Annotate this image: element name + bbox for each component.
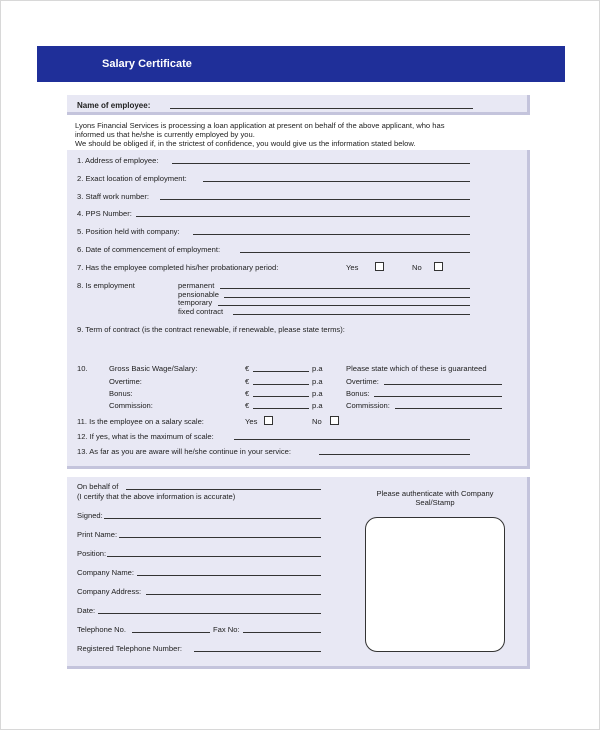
q13-field[interactable] bbox=[319, 454, 470, 455]
gross-wage-field[interactable] bbox=[253, 371, 309, 372]
q12-label: 12. If yes, what is the maximum of scale: bbox=[77, 432, 214, 441]
guarantee-row-label: Overtime: bbox=[346, 377, 379, 386]
q5-label: 5. Position held with company: bbox=[77, 227, 180, 236]
wage-row-label: Commission: bbox=[109, 401, 153, 410]
q1-field[interactable] bbox=[172, 163, 470, 164]
commission-field[interactable] bbox=[253, 408, 309, 409]
q7-yes-checkbox[interactable] bbox=[375, 262, 384, 271]
page-title: Salary Certificate bbox=[102, 58, 192, 70]
signed-field[interactable] bbox=[104, 518, 321, 519]
guarantee-bonus-field[interactable] bbox=[374, 396, 502, 397]
on-behalf-label: On behalf of bbox=[77, 482, 119, 491]
q8-label: 8. Is employment bbox=[77, 281, 135, 290]
guarantee-commission-field[interactable] bbox=[395, 408, 502, 409]
title-banner bbox=[37, 46, 565, 82]
per-annum-label: p.a bbox=[312, 377, 323, 386]
intro-text bbox=[75, 121, 515, 148]
print-name-field[interactable] bbox=[119, 537, 321, 538]
stamp-instruction: Please authenticate with Company bbox=[376, 489, 494, 498]
bonus-field[interactable] bbox=[253, 396, 309, 397]
currency-symbol: € bbox=[245, 364, 250, 373]
telephone-label: Telephone No. bbox=[77, 625, 126, 634]
q4-field[interactable] bbox=[136, 216, 470, 217]
q11-yes-label: Yes bbox=[245, 417, 258, 426]
q11-no-checkbox[interactable] bbox=[330, 416, 339, 425]
wage-row-label: Gross Basic Wage/Salary: bbox=[109, 364, 198, 373]
company-address-label: Company Address: bbox=[77, 587, 142, 596]
employment-type-fixed-contract: fixed contract bbox=[178, 307, 224, 316]
permanent-field[interactable] bbox=[220, 288, 470, 289]
per-annum-label: p.a bbox=[312, 389, 323, 398]
q2-field[interactable] bbox=[203, 181, 470, 182]
company-address-field[interactable] bbox=[146, 594, 321, 595]
registered-telephone-field[interactable] bbox=[194, 651, 321, 652]
company-name-field[interactable] bbox=[137, 575, 321, 576]
fixed-contract-field[interactable] bbox=[233, 314, 470, 315]
q7-no-label: No bbox=[412, 263, 422, 272]
q7-yes-label: Yes bbox=[346, 263, 359, 272]
employment-type-permanent: permanent bbox=[178, 281, 215, 290]
intro-line: informed us that he/she is currently employed by you. bbox=[75, 130, 255, 139]
company-stamp-box[interactable] bbox=[365, 517, 505, 652]
q6-label: 6. Date of commencement of employment: bbox=[77, 245, 221, 254]
on-behalf-field[interactable] bbox=[126, 489, 321, 490]
name-label: Name of employee: bbox=[77, 101, 151, 110]
employment-type-temporary: temporary bbox=[178, 298, 213, 307]
company-name-label: Company Name: bbox=[77, 568, 134, 577]
pensionable-field[interactable] bbox=[224, 297, 470, 298]
currency-symbol: € bbox=[245, 389, 250, 398]
temporary-field[interactable] bbox=[218, 305, 470, 306]
q7-label: 7. Has the employee completed his/her probationary period: bbox=[77, 263, 279, 272]
guarantee-overtime-field[interactable] bbox=[384, 384, 502, 385]
date-field[interactable] bbox=[98, 613, 321, 614]
q7-no-checkbox[interactable] bbox=[434, 262, 443, 271]
stamp-instruction-2: Seal/Stamp bbox=[415, 498, 455, 507]
per-annum-label: p.a bbox=[312, 364, 323, 373]
name-field[interactable] bbox=[170, 108, 473, 109]
q4-label: 4. PPS Number: bbox=[77, 209, 132, 218]
signed-label: Signed: bbox=[77, 511, 103, 520]
registered-telephone-label: Registered Telephone Number: bbox=[77, 644, 182, 653]
fax-field[interactable] bbox=[243, 632, 321, 633]
guarantee-row-label: Bonus: bbox=[346, 389, 370, 398]
date-label: Date: bbox=[77, 606, 96, 615]
q11-label: 11. Is the employee on a salary scale: bbox=[77, 417, 204, 426]
wage-row-label: Overtime: bbox=[109, 377, 142, 386]
certify-label: (I certify that the above information is accurate) bbox=[77, 492, 236, 501]
q3-field[interactable] bbox=[160, 199, 470, 200]
q2-label: 2. Exact location of employment: bbox=[77, 174, 187, 183]
per-annum-label: p.a bbox=[312, 401, 323, 410]
guarantee-prompt: Please state which of these is guaranteed bbox=[346, 364, 487, 373]
q3-label: 3. Staff work number: bbox=[77, 192, 150, 201]
position-field[interactable] bbox=[107, 556, 321, 557]
overtime-field[interactable] bbox=[253, 384, 309, 385]
position-label: Position: bbox=[77, 549, 107, 558]
q12-field[interactable] bbox=[234, 439, 470, 440]
telephone-field[interactable] bbox=[132, 632, 210, 633]
q5-field[interactable] bbox=[193, 234, 470, 235]
q11-yes-checkbox[interactable] bbox=[264, 416, 273, 425]
employment-type-pensionable: pensionable bbox=[178, 290, 219, 299]
q9-label: 9. Term of contract (is the contract renewable, if renewable, please state terms): bbox=[77, 325, 345, 334]
fax-label: Fax No: bbox=[213, 625, 240, 634]
q10-label: 10. bbox=[77, 364, 88, 373]
q11-no-label: No bbox=[312, 417, 322, 426]
currency-symbol: € bbox=[245, 401, 250, 410]
q1-label: 1. Address of employee: bbox=[77, 156, 159, 165]
wage-row-label: Bonus: bbox=[109, 389, 133, 398]
intro-line: We should be obliged if, in the strictest of confidence, you would give us the information stated below. bbox=[75, 139, 416, 148]
currency-symbol: € bbox=[245, 377, 250, 386]
guarantee-row-label: Commission: bbox=[346, 401, 390, 410]
print-name-label: Print Name: bbox=[77, 530, 118, 539]
intro-line: Lyons Financial Services is processing a loan application at present on behalf of the above applicant, who has bbox=[75, 121, 445, 130]
q6-field[interactable] bbox=[240, 252, 470, 253]
q13-label: 13. As far as you are aware will he/she continue in your service: bbox=[77, 447, 292, 456]
